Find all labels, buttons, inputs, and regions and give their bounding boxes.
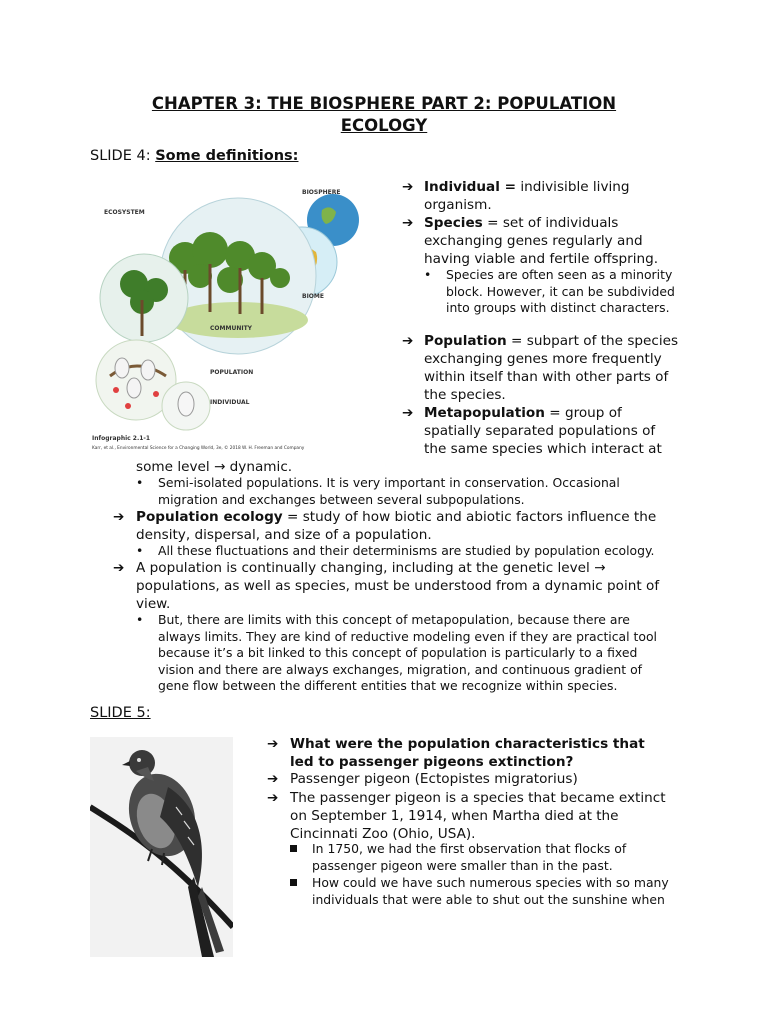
popecol-bullet	[136, 543, 676, 560]
label-biome: BIOME	[302, 293, 324, 300]
question-text: What were the population characteristics that led to passenger pigeons extinction?	[290, 736, 645, 770]
square-bullet-icon	[290, 879, 297, 886]
bullet-dot-icon: •	[136, 543, 144, 558]
label-ecosystem: ECOSYSTEM	[104, 209, 145, 216]
term-population: Population	[424, 333, 507, 349]
slide4-heading-prefix: SLIDE 4:	[90, 148, 156, 164]
species-bullet-text: Species are often seen as a minority block. However, it can be subdivided into groups with distinct characters.	[446, 267, 675, 315]
def-species-text: = set of individuals exchanging genes regularly and having viable and fertile offspring.	[424, 215, 659, 267]
pigeon-bullet-1-text: In 1750, we had the first observation that flocks of passenger pigeon were smaller than in the past.	[312, 841, 627, 873]
def-population-ecology-text: = study of how biotic and abiotic factors influence the density, dispersal, and size of a population.	[136, 509, 657, 543]
arrow-right-icon: ➔	[402, 215, 414, 231]
arrow-right-icon: ➔	[402, 333, 414, 349]
passenger-pigeon-photo	[90, 737, 233, 957]
species-bullet	[424, 267, 680, 317]
metapop-bullet	[136, 475, 676, 508]
def-individual	[402, 178, 682, 214]
bullet-dot-icon: •	[136, 475, 144, 490]
term-individual: Individual =	[424, 179, 517, 195]
pigeon-bullet-2-text: How could we have such numerous species with so many individuals that were able to shut out the sunshine when	[312, 875, 669, 907]
ecology-levels-figure	[90, 180, 370, 452]
slide5-heading-text: SLIDE 5:	[90, 705, 151, 721]
figure-credit: Karr, et al., Environmental Science for a Changing World, 3e, © 2018 W. H. Freeman and Company	[92, 446, 305, 451]
extinct-line	[267, 789, 677, 843]
arrow-right-icon: ➔	[267, 790, 279, 806]
arrow-right-icon: ➔	[113, 509, 125, 525]
population-changing	[113, 559, 673, 613]
question-line	[267, 735, 667, 771]
limits-bullet	[136, 612, 676, 695]
metapop-bullet-text: Semi-isolated populations. It is very important in conservation. Occasional migration and exchanges between several subpopulations.	[158, 475, 620, 507]
def-metapopulation	[402, 404, 680, 458]
bullet-dot-icon: •	[136, 612, 144, 627]
pigeon-name-text: Passenger pigeon (Ectopistes migratorius)	[290, 771, 578, 787]
slide4-heading	[90, 148, 298, 164]
figure-infographic-label: Infographic 2.1-1	[92, 435, 151, 442]
label-population: POPULATION	[210, 369, 254, 376]
def-species	[402, 214, 682, 268]
square-bullet-icon	[290, 845, 297, 852]
def-population-text: = subpart of the species exchanging genes more frequently within itself than with other parts of the species.	[424, 333, 679, 403]
page-title: CHAPTER 3: THE BIOSPHERE PART 2: POPULATION ECOLOGY	[151, 94, 617, 135]
metapop-continuation: some level → dynamic.	[136, 459, 293, 475]
arrow-right-icon: ➔	[113, 560, 125, 576]
label-biosphere: BIOSPHERE	[302, 189, 341, 196]
term-species: Species	[424, 215, 483, 231]
arrow-right-icon: ➔	[402, 405, 414, 421]
popecol-bullet-text: All these fluctuations and their determinisms are studied by population ecology.	[158, 543, 655, 558]
arrow-right-icon: ➔	[267, 771, 279, 787]
arrow-right-icon: ➔	[267, 736, 279, 752]
pigeon-bullet-2	[290, 875, 680, 908]
def-individual-text: indivisible living organism.	[424, 179, 630, 213]
slide4-heading-bold: Some definitions:	[155, 148, 299, 164]
label-individual: INDIVIDUAL	[210, 399, 250, 406]
term-metapopulation: Metapopulation	[424, 405, 545, 421]
term-population-ecology: Population ecology	[136, 509, 283, 525]
def-population-ecology	[113, 508, 675, 544]
pigeon-name	[267, 770, 667, 788]
slide5-heading	[90, 705, 151, 721]
def-metapopulation-text: = group of spatially separated populations of the same species which interact at	[424, 405, 662, 457]
arrow-right-icon: ➔	[402, 179, 414, 195]
limits-bullet-text: But, there are limits with this concept of metapopulation, because there are always limits. They are kind of reductive modeling even if they are practical tool because it’s a bit linked to this concept of population is particularly to a fixed vision and there are always exchanges, migration, and continuous gradient of gene flow between the different entities that we recognize within species.	[158, 612, 657, 693]
def-population	[402, 332, 682, 404]
pigeon-bullet-1	[290, 841, 680, 874]
extinct-text: The passenger pigeon is a species that became extinct on September 1, 1914, when Martha died at the Cincinnati Zoo (Ohio, USA).	[290, 790, 666, 842]
bullet-dot-icon: •	[424, 267, 432, 282]
population-changing-text: A population is continually changing, including at the genetic level → populations, as well as species, must be understood from a dynamic point of view.	[136, 560, 660, 612]
label-community: COMMUNITY	[210, 325, 253, 332]
